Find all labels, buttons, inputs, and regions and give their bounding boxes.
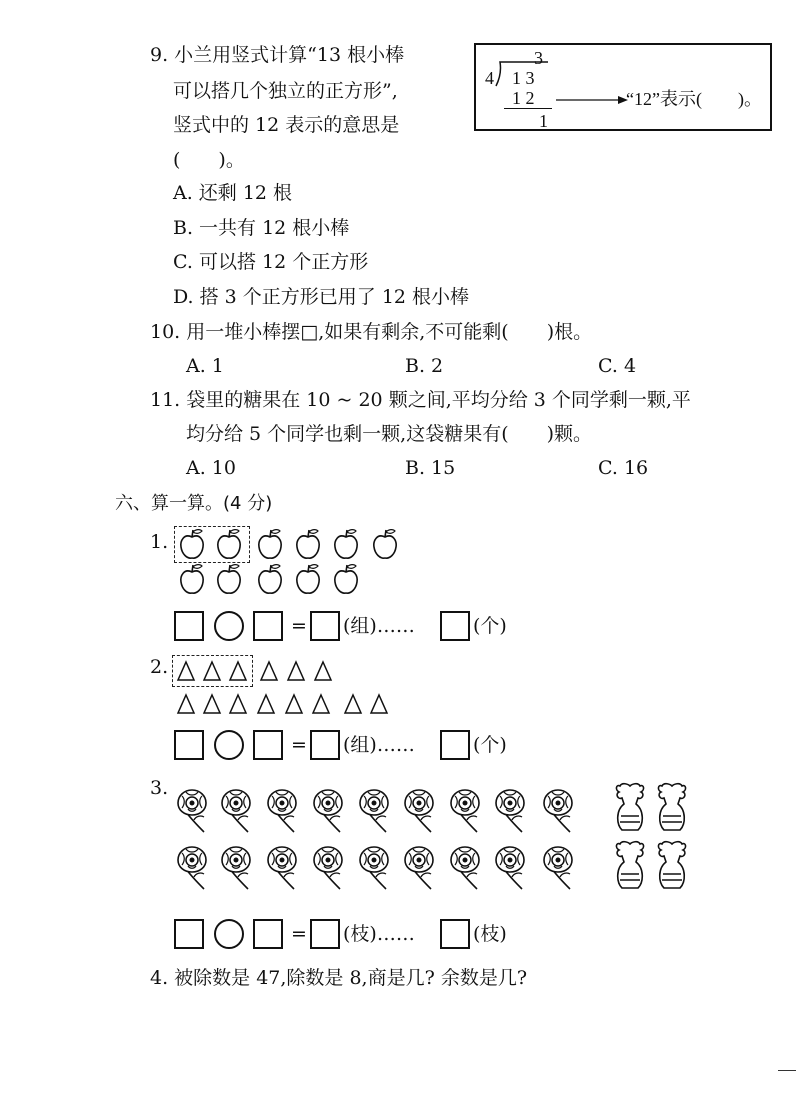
p3-operator-circle[interactable] bbox=[214, 919, 244, 949]
p2-remainder-box[interactable] bbox=[440, 730, 470, 760]
triangle-icon bbox=[229, 661, 247, 681]
q9-option-d[interactable]: D. 搭 3 个正方形已用了 12 根小棒 bbox=[173, 286, 470, 308]
p1-dividend-box[interactable] bbox=[174, 611, 204, 641]
apple-icon bbox=[215, 563, 243, 595]
q10-text: 10. 用一堆小棒摆□,如果有剩余,不可能剩( )根。 bbox=[150, 321, 593, 343]
q11-option-a[interactable]: A. 10 bbox=[186, 457, 236, 479]
apple-icon bbox=[256, 528, 284, 560]
p3-quotient-box[interactable] bbox=[310, 919, 340, 949]
p1-unit-items: (个) bbox=[473, 615, 507, 637]
q9-line2: 可以搭几个独立的正方形”, bbox=[173, 80, 398, 102]
p3-divisor-box[interactable] bbox=[253, 919, 283, 949]
apple-icon bbox=[294, 528, 322, 560]
p3-dividend-box[interactable] bbox=[174, 919, 204, 949]
triangle-icon bbox=[203, 694, 221, 714]
apple-icon bbox=[371, 528, 399, 560]
flower-icon bbox=[492, 788, 530, 838]
q9-line3: 竖式中的 12 表示的意思是 bbox=[173, 114, 400, 136]
p3-number: 3. bbox=[150, 777, 169, 799]
apple-icon bbox=[332, 563, 360, 595]
flower-icon bbox=[356, 845, 394, 895]
triangle-icon bbox=[285, 694, 303, 714]
flower-icon bbox=[447, 845, 485, 895]
vase-icon bbox=[612, 782, 648, 832]
p1-operator-circle[interactable] bbox=[214, 611, 244, 641]
triangle-icon bbox=[287, 661, 305, 681]
triangle-icon bbox=[257, 694, 275, 714]
triangle-icon bbox=[229, 694, 247, 714]
triangle-icon bbox=[177, 661, 195, 681]
apple-icon bbox=[256, 563, 284, 595]
apple-icon bbox=[294, 563, 322, 595]
p2-dividend-box[interactable] bbox=[174, 730, 204, 760]
division-note: “12”表示( )。 bbox=[626, 89, 762, 109]
p3-unit-stems-2: (枝) bbox=[473, 923, 507, 945]
q11-line1: 11. 袋里的糖果在 10 ~ 20 颗之间,平均分给 3 个同学剩一颗,平 bbox=[150, 389, 691, 411]
flower-icon bbox=[356, 788, 394, 838]
section6-title: 六、算一算。(4 分) bbox=[115, 493, 273, 514]
p3-equals: = bbox=[291, 923, 307, 945]
p2-operator-circle[interactable] bbox=[214, 730, 244, 760]
q10-option-a[interactable]: A. 1 bbox=[186, 355, 224, 377]
flower-icon bbox=[264, 788, 302, 838]
flower-icon bbox=[218, 788, 256, 838]
q9-line1: 9. 小兰用竖式计算“13 根小棒 bbox=[150, 44, 405, 66]
division-product: 1 2 bbox=[512, 88, 535, 108]
p2-unit-groups: (组)…… bbox=[343, 734, 415, 756]
q10-option-c[interactable]: C. 4 bbox=[598, 355, 637, 377]
division-divisor: 4 bbox=[485, 68, 494, 88]
p2-divisor-box[interactable] bbox=[253, 730, 283, 760]
flower-icon bbox=[264, 845, 302, 895]
p1-equals: = bbox=[291, 615, 307, 637]
apple-icon bbox=[178, 528, 206, 560]
p3-remainder-box[interactable] bbox=[440, 919, 470, 949]
triangle-icon bbox=[312, 694, 330, 714]
flower-icon bbox=[310, 845, 348, 895]
apple-icon bbox=[332, 528, 360, 560]
q11-option-b[interactable]: B. 15 bbox=[405, 457, 456, 479]
q9-option-b[interactable]: B. 一共有 12 根小棒 bbox=[173, 217, 350, 239]
flower-icon bbox=[218, 845, 256, 895]
q9-answer-blank[interactable]: ( )。 bbox=[173, 149, 245, 171]
p1-quotient-box[interactable] bbox=[310, 611, 340, 641]
triangle-icon bbox=[344, 694, 362, 714]
vase-icon bbox=[654, 840, 690, 890]
q10-option-b[interactable]: B. 2 bbox=[405, 355, 444, 377]
p1-unit-groups: (组)…… bbox=[343, 615, 415, 637]
flower-icon bbox=[174, 788, 212, 838]
p1-divisor-box[interactable] bbox=[253, 611, 283, 641]
triangle-icon bbox=[370, 694, 388, 714]
flower-icon bbox=[540, 788, 578, 838]
vase-icon bbox=[654, 782, 690, 832]
p3-unit-stems: (枝)…… bbox=[343, 923, 415, 945]
p2-equals: = bbox=[291, 734, 307, 756]
p2-unit-items: (个) bbox=[473, 734, 507, 756]
apple-icon bbox=[215, 528, 243, 560]
division-quotient: 3 bbox=[534, 48, 543, 68]
triangle-icon bbox=[260, 661, 278, 681]
vase-icon bbox=[612, 840, 648, 890]
p1-number: 1. bbox=[150, 531, 169, 553]
apple-icon bbox=[178, 563, 206, 595]
q9-option-c[interactable]: C. 可以搭 12 个正方形 bbox=[173, 251, 369, 273]
arrow-icon bbox=[556, 95, 628, 105]
division-remainder: 1 bbox=[539, 111, 548, 131]
p1-remainder-box[interactable] bbox=[440, 611, 470, 641]
triangle-icon bbox=[177, 694, 195, 714]
flower-icon bbox=[401, 788, 439, 838]
division-dividend: 1 3 bbox=[512, 68, 535, 88]
flower-icon bbox=[492, 845, 530, 895]
triangle-icon bbox=[203, 661, 221, 681]
flower-icon bbox=[401, 845, 439, 895]
page-edge-mark bbox=[778, 1070, 796, 1071]
flower-icon bbox=[174, 845, 212, 895]
p2-number: 2. bbox=[150, 656, 169, 678]
triangle-icon bbox=[314, 661, 332, 681]
q11-line2: 均分给 5 个同学也剩一颗,这袋糖果有( )颗。 bbox=[186, 423, 593, 445]
p4-text: 4. 被除数是 47,除数是 8,商是几? 余数是几? bbox=[150, 967, 528, 989]
flower-icon bbox=[540, 845, 578, 895]
flower-icon bbox=[310, 788, 348, 838]
q11-option-c[interactable]: C. 16 bbox=[598, 457, 649, 479]
p2-quotient-box[interactable] bbox=[310, 730, 340, 760]
flower-icon bbox=[447, 788, 485, 838]
division-box bbox=[474, 43, 772, 131]
q9-option-a[interactable]: A. 还剩 12 根 bbox=[173, 182, 293, 204]
